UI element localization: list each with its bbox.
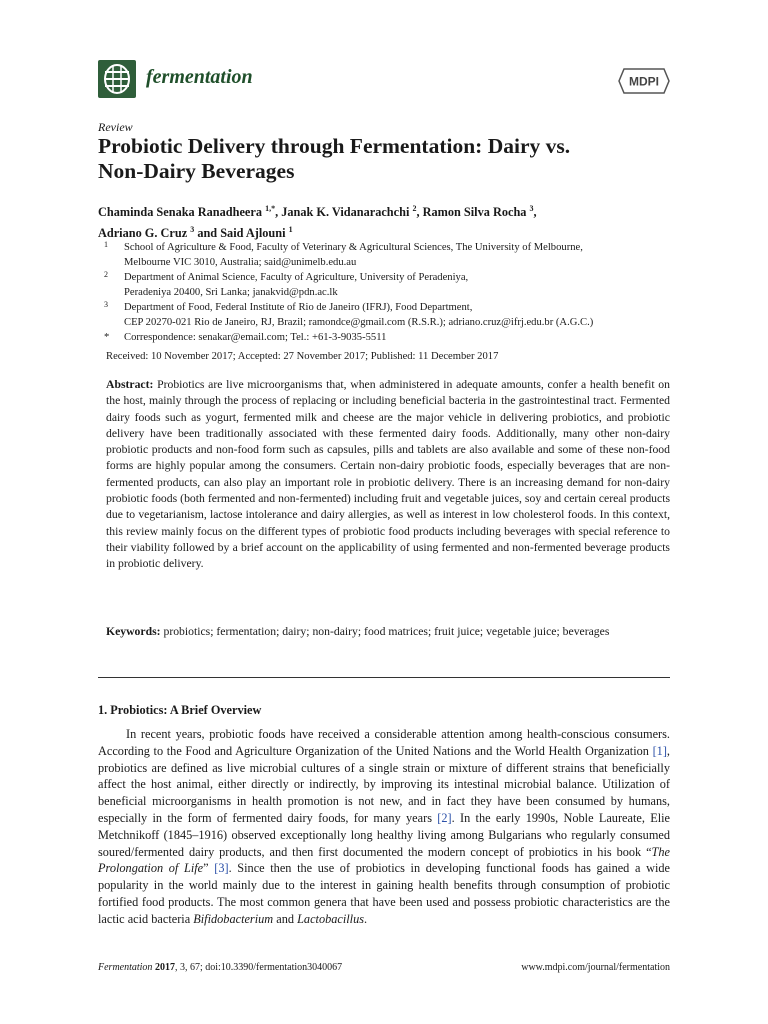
mdpi-logo [618, 68, 670, 94]
author-1-affil: 1,* [265, 204, 276, 213]
section-heading: 1. Probiotics: A Brief Overview [98, 703, 262, 717]
correspondence-item [104, 330, 670, 345]
genus-name: Lactobacillus [297, 911, 365, 926]
footer-doi: , 3, 67; doi:10.3390/fermentation3040067 [174, 962, 343, 973]
body-text-run: . [364, 911, 368, 926]
affiliation-number: 2 [104, 270, 108, 279]
author-4-affil: 3 [190, 225, 195, 235]
author-3: Ramon Silva Rocha [422, 205, 527, 220]
genus-name: Bifidobacterium [193, 911, 274, 926]
journal-header [98, 58, 670, 102]
citation-link[interactable]: [2] [437, 810, 452, 825]
body-text-run: In recent years, probiotic foods have received a considerable attention among health-conscious consumers. According to the Food and Agriculture Organization of the United Nations and the World Health Organization [98, 727, 670, 758]
body-text-run: and [273, 911, 298, 926]
publication-dates: Received: 10 November 2017; Accepted: 27 November 2017; Published: 11 December 2017 [106, 351, 499, 362]
keywords-text: probiotics; fermentation; dairy; non-dairy; food matrices; fruit juice; vegetable juice; beverages [163, 625, 610, 638]
affiliation-number: 3 [104, 300, 108, 309]
paper-title [98, 134, 670, 184]
author-2-affil: 2 [412, 204, 417, 213]
author-list: Chaminda Senaka Ranadheera $^{1,*}$, Janak K. Vidanarachchi $^2$, Ramon Silva Rocha $^3$, Adriano G. Cruz $^3$ and Said Ajlouni $^1$ [98, 204, 537, 241]
keywords-label: Keywords: [106, 625, 161, 638]
affiliation-line: School of Agriculture & Food, Faculty of Veterinary & Agricultural Sciences, The University of Melbourne, [124, 242, 583, 253]
author-and: and [197, 226, 218, 241]
title-line-2: Non-Dairy Beverages [98, 159, 295, 183]
affiliation-line: Department of Food, Federal Institute of Rio de Janeiro (IFRJ), Food Department, [124, 302, 473, 313]
affiliation-item [104, 270, 670, 300]
keywords [106, 624, 670, 640]
journal-name: fermentation [146, 66, 253, 88]
correspondence-line: Correspondence: senakar@email.com; Tel.: +61-3-9035-5511 [124, 332, 387, 343]
footer-citation [98, 962, 342, 973]
author-1: Chaminda Senaka Ranadheera [98, 205, 262, 220]
author-4: Adriano G. Cruz [98, 226, 188, 241]
author-2: Janak K. Vidanarachchi [281, 205, 410, 220]
book-title: The Prolongation of Life [98, 844, 670, 876]
citation-link[interactable]: [3] [214, 861, 229, 876]
affiliation-number: 1 [104, 240, 108, 249]
author-3-affil: 3 [529, 204, 534, 213]
author-5: Said Ajlouni [220, 226, 286, 241]
footer-year: 2017 [154, 962, 175, 973]
body-text-run: . Since then the use of probiotics in developing functional foods has gained a wide popularity in the world mainly due to the interest in gaining health benefits through consumption of probiotic fortified food products. The most common genera that have been used and possess probiotic characteristics are the lactic acid bacteria [98, 861, 670, 926]
barrel-icon [98, 60, 136, 98]
affiliation-line: Melbourne VIC 3010, Australia; said@unimelb.edu.au [124, 257, 357, 268]
correspondence-marker: * [104, 332, 110, 343]
abstract-text: Probiotics are live microorganisms that, when administered in adequate amounts, confer a health benefit on the host, mainly through the process of replacing or including beneficial bacteria in the gastrointestinal tract. Fermented dairy foods such as yogurt, fermented milk and cheese are the major vehicle in delivering probiotics, and probiotic delivery have been traditionally associated with these fermented dairy foods. Additionally, many other non-dairy probiotic products and non-food form such as capsules, pills and tablets are also available and some of these non-food forms are highly popular among the consumers. Certain non-dairy probiotic foods, especially beverages that are non-fermented products, can also play an important role in probiotic delivery. There is an increasing demand for non-dairy probiotic foods (both fermented and non-fermented) including fruit and vegetable juices, soy and certain cereal products due to vegetarianism, lactose intolerance and dairy allergies, as well as interest in low cholesterol foods. In this context, this review mainly focus on the different types of probiotic food products including beverages with special reference to their viability followed by a brief account on the applicability of using fermented and non-fermented beverage products in probiotic delivery. [106, 378, 670, 571]
footer-url[interactable]: www.mdpi.com/journal/fermentation [521, 962, 670, 973]
section-divider [98, 677, 670, 678]
article-type: Review [98, 120, 133, 134]
body-text-run: , probiotics are defined as live microbial cultures of a single strain or mixture of different strains that beneficially affect the host animal, either directly or indirectly, by improving its intestinal microbial balance. Utilization of beneficial microorganisms in health promotion is not new, and in fact they have been consumed by humans, especially in the form of fermented dairy foods, for many years [98, 743, 670, 825]
abstract [106, 377, 670, 573]
abstract-label: Abstract: [106, 378, 154, 391]
footer-journal: Fermentation [98, 962, 153, 973]
affiliation-line: Department of Animal Science, Faculty of Agriculture, University of Peradeniya, [124, 272, 469, 283]
affiliation-line: Peradeniya 20400, Sri Lanka; janakvid@pdn.ac.lk [124, 287, 338, 298]
body-paragraph [98, 726, 670, 928]
author-5-affil: 1 [288, 225, 293, 235]
affiliation-item [104, 300, 670, 330]
body-text-run: . In the early 1990s, Noble Laureate, Elie Metchnikoff (1845–1916) observed exceptionally long healthy living among Bulgarians who regularly consumed soured/fermented dairy products, and then first documented the modern concept of probiotics in his book “ [98, 810, 671, 859]
affiliation-line: CEP 20270-021 Rio de Janeiro, RJ, Brazil; ramondce@gmail.com (R.S.R.); adriano.cruz@ifrj.edu.br (A.G.C.) [124, 317, 594, 328]
title-line-1: Probiotic Delivery through Fermentation: Dairy vs. [98, 134, 571, 158]
affiliation-item [104, 240, 670, 270]
body-text-run: ” [203, 861, 215, 876]
affiliations [104, 240, 670, 345]
citation-link[interactable]: [1] [652, 743, 667, 758]
mdpi-logo-text: MDPI [629, 74, 659, 89]
